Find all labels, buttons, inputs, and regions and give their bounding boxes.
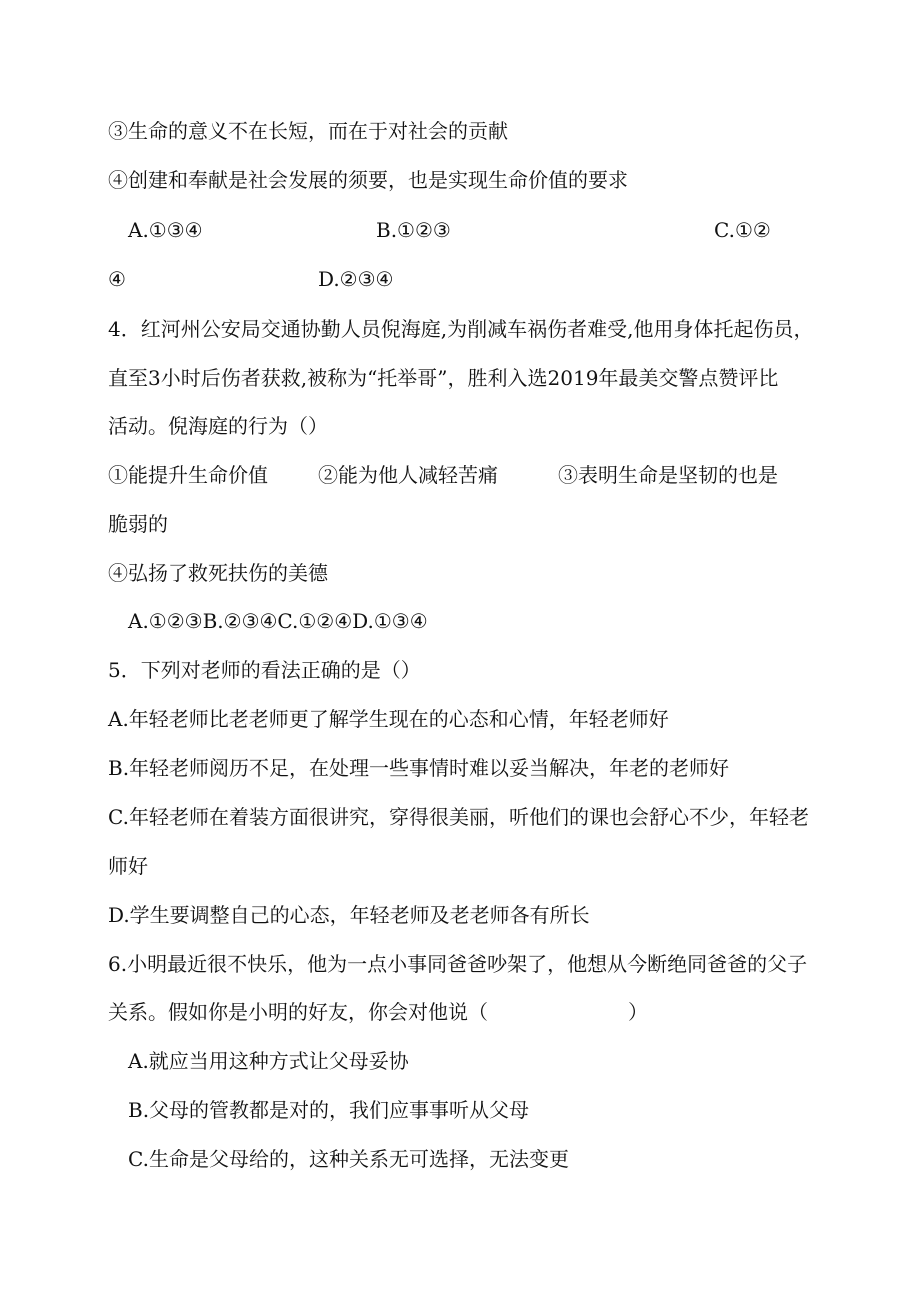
q4-statement-2: ②能为他人减轻苦痛 [318, 463, 498, 487]
q3-statement-3: ③生命的意义不在长短，而在于对社会的贡献 [108, 119, 508, 143]
q4-stem-line-2: 直至3小时后伤者获救,被称为“托举哥”，胜利入选2019年最美交警点赞评比 [108, 366, 779, 390]
q6-option-a: A.就应当用这种方式让父母妥协 [128, 1049, 409, 1073]
q6-option-c: C.生命是父母给的，这种关系无可选择，无法变更 [128, 1147, 569, 1171]
q6-stem-closing-paren: ） [628, 1000, 648, 1024]
q6-stem-line-1: 6.小明最近很不快乐，他为一点小事同爸爸吵架了，他想从今断绝同爸爸的父子 [108, 952, 808, 976]
q4-statement-1: ①能提升生命价值 [108, 463, 268, 487]
q3-option-d: D.②③④ [318, 267, 394, 291]
q5-option-d: D.学生要调整自己的心态，年轻老师及老老师各有所长 [108, 903, 590, 927]
q5-option-c: C.年轻老师在着装方面很讲究，穿得很美丽，听他们的课也会舒心不少，年轻老 [108, 805, 809, 829]
q4-statement-4: ④弘扬了救死扶伤的美德 [108, 561, 328, 585]
q4-stem-line-3: 活动。倪海庭的行为（） [108, 414, 328, 438]
q4-stem-line-1: 4．红河州公安局交通协勤人员倪海庭,为削减车祸伤者难受,他用身体托起伤员， [108, 317, 814, 341]
q4-statement-3: ③表明生命是坚韧的也是 [558, 463, 778, 487]
q5-option-a: A.年轻老师比老老师更了解学生现在的心态和心情，年轻老师好 [108, 707, 669, 731]
q6-stem-line-2: 关系。假如你是小明的好友，你会对他说（ [108, 1000, 488, 1024]
q3-option-c: C.①② [714, 218, 771, 242]
q5-option-c-continued: 师好 [108, 854, 148, 878]
q6-option-b: B.父母的管教都是对的，我们应事事听从父母 [128, 1098, 530, 1122]
q5-option-b: B.年轻老师阅历不足，在处理一些事情时难以妥当解决，年老的老师好 [108, 756, 730, 780]
q4-statement-3-continued: 脆弱的 [108, 512, 168, 536]
q5-stem: 5．下列对老师的看法正确的是（） [108, 658, 421, 682]
q3-option-b: B.①②③ [376, 218, 451, 242]
q3-statement-4: ④创建和奉献是社会发展的须要，也是实现生命价值的要求 [108, 168, 628, 192]
q3-option-c-continued: ④ [108, 267, 126, 291]
q3-option-a: A.①③④ [128, 218, 203, 242]
q4-options: A.①②③B.②③④C.①②④D.①③④ [128, 609, 428, 633]
